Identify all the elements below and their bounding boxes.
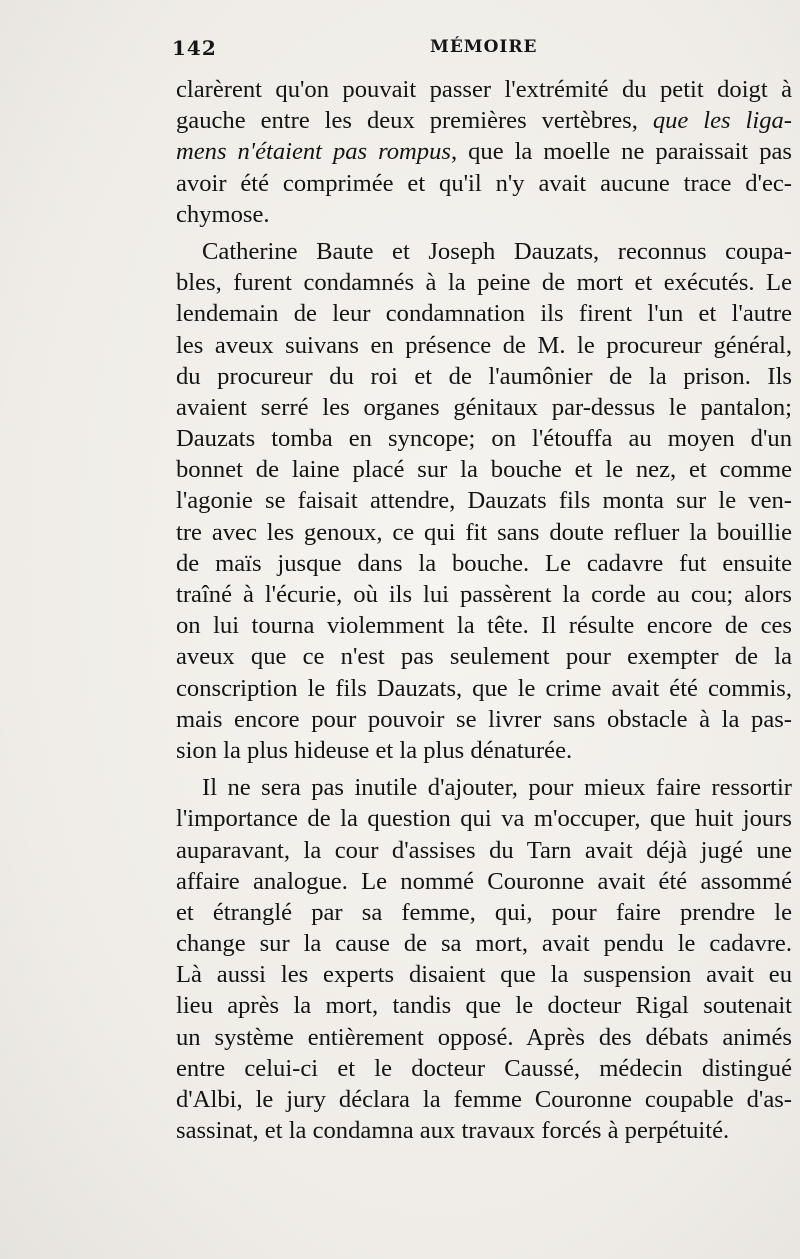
- text-run: change sur la cause de sa mort, avait pendu le cadavre.: [176, 930, 792, 958]
- text-line: [176, 1053, 792, 1084]
- text-run: auparavant, la cour d'assises du Tarn avait déjà jugé une: [176, 836, 792, 864]
- text-line: [176, 990, 792, 1021]
- text-line: [176, 803, 792, 834]
- text-line: [176, 236, 792, 267]
- text-run: d'Albi, le jury déclara la femme Couronne coupable d'as-: [176, 1086, 792, 1113]
- text-run: Il ne sera pas inutile d'ajouter, pour mieux faire ressortir: [202, 774, 792, 802]
- text-line: [176, 897, 792, 928]
- running-title: MÉMOIRE: [430, 37, 538, 57]
- text-line: [176, 485, 792, 516]
- text-run: bonnet de laine placé sur la bouche et le nez, et comme: [176, 456, 792, 484]
- text-run: Dauzats tomba en syncope; on l'étouffa au moyen d'un: [176, 425, 792, 453]
- text-run: Catherine Baute et Joseph Dauzats, reconnus coupa-: [202, 237, 792, 265]
- page-number: 142: [172, 36, 217, 60]
- text-line: [176, 959, 792, 990]
- text-line: [176, 772, 792, 803]
- text-run: de maïs jusque dans la bouche. Le cadavre fut ensuite: [176, 549, 792, 577]
- text-line: [176, 579, 792, 610]
- text-line: [176, 74, 792, 105]
- text-line: [176, 392, 792, 423]
- text-run: on lui tourna violemment la tête. Il résulte encore de ces: [176, 612, 792, 640]
- text-line: [176, 423, 792, 454]
- body-text: [176, 74, 792, 1146]
- text-run: tre avec les genoux, ce qui fit sans doute refluer la bouillie: [176, 518, 792, 546]
- text-line: [176, 105, 792, 136]
- text-line: [176, 454, 792, 485]
- italic-text-run: mens n'étaient pas rompus: [176, 138, 451, 166]
- text-run: l'agonie se faisait attendre, Dauzats fils monta sur le ven-: [176, 487, 792, 515]
- text-run: clarèrent qu'on pouvait passer l'extrémité du petit doigt à: [176, 76, 792, 103]
- text-run: lendemain de leur condamnation ils firent l'un et l'autre: [176, 300, 792, 328]
- text-line: [176, 735, 792, 766]
- text-line: [176, 298, 792, 329]
- text-run: entre celui-ci et le docteur Caussé, médecin distingué: [176, 1054, 792, 1082]
- text-run: l'importance de la question qui va m'occuper, que huit jours: [176, 805, 792, 833]
- text-run: gauche entre les deux premières vertèbres,: [176, 107, 653, 135]
- text-line: [176, 361, 792, 392]
- text-line: [176, 835, 792, 866]
- paragraph: [176, 772, 792, 1146]
- text-run: conscription le fils Dauzats, que le crime avait été commis,: [176, 674, 792, 702]
- text-run: , que la moelle ne paraissait pas: [450, 138, 792, 166]
- text-run: sion la plus hideuse et la plus dénaturée.: [176, 736, 573, 764]
- text-line: [176, 1022, 792, 1053]
- text-run: affaire analogue. Le nommé Couronne avait été assommé: [176, 867, 792, 895]
- text-line: [176, 330, 792, 361]
- text-line: [176, 704, 792, 735]
- text-run: avoir été comprimée et qu'il n'y avait aucune trace d'ec-: [176, 169, 792, 197]
- text-line: [176, 548, 792, 579]
- text-line: [176, 673, 792, 704]
- text-line: [176, 1084, 792, 1115]
- text-run: chymose.: [176, 200, 270, 228]
- text-run: un système entièrement opposé. Après des débats animés: [176, 1023, 792, 1051]
- text-line: [176, 199, 792, 230]
- text-line: [176, 168, 792, 199]
- text-run: Là aussi les experts disaient que la suspension avait eu: [176, 961, 792, 989]
- text-run: sassinat, et la condamna aux travaux forcés à perpétuité.: [176, 1117, 730, 1145]
- text-run: bles, furent condamnés à la peine de mort et exécutés. Le: [176, 269, 792, 297]
- text-line: [176, 517, 792, 548]
- text-line: [176, 610, 792, 641]
- text-line: [176, 866, 792, 897]
- paragraph: [176, 236, 792, 766]
- text-run: du procureur du roi et de l'aumônier de la prison. Ils: [176, 362, 792, 390]
- text-line: [176, 641, 792, 672]
- paragraph: [176, 74, 792, 230]
- text-line: [176, 136, 792, 167]
- text-run: avaient serré les organes génitaux par-dessus le pantalon;: [176, 393, 792, 421]
- text-run: aveux que ce n'est pas seulement pour exempter de la: [176, 643, 792, 671]
- page-header: [172, 36, 712, 66]
- text-run: et étranglé par sa femme, qui, pour faire prendre le: [176, 898, 792, 926]
- text-run: lieu après la mort, tandis que le docteur Rigal soutenait: [176, 992, 792, 1020]
- text-run: les aveux suivans en présence de M. le procureur général,: [176, 331, 792, 359]
- text-run: traîné à l'écurie, où ils lui passèrent la corde au cou; alors: [176, 581, 792, 608]
- text-line: [176, 1115, 792, 1146]
- italic-text-run: que les liga-: [652, 107, 792, 135]
- text-line: [176, 267, 792, 298]
- text-line: [176, 928, 792, 959]
- text-run: mais encore pour pouvoir se livrer sans obstacle à la pas-: [176, 705, 792, 733]
